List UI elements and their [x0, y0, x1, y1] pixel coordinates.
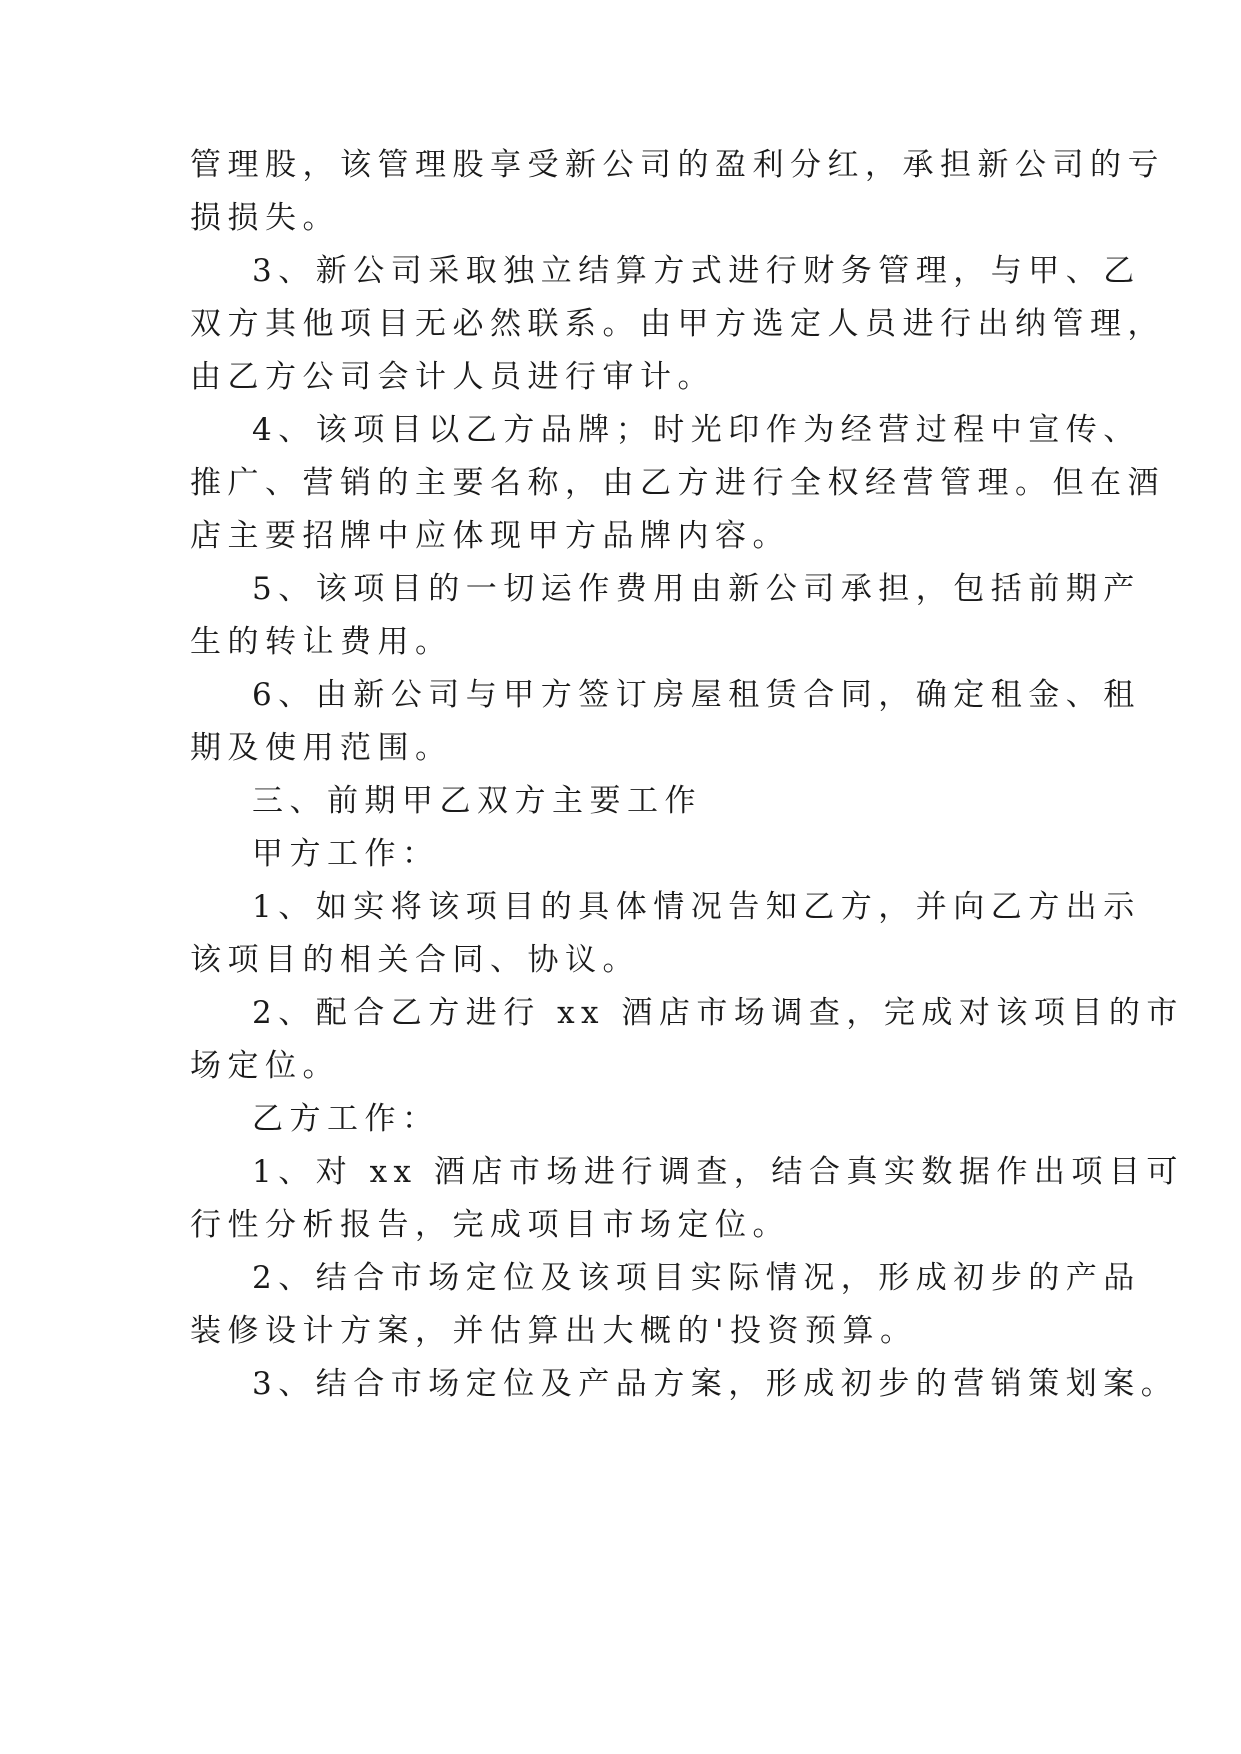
paragraph-line: 1、对 xx 酒店市场进行调查，结合真实数据作出项目可	[252, 1154, 1184, 1190]
text-line: 生的转让费用。	[190, 624, 453, 660]
text-line: 损损失。	[190, 200, 340, 236]
text-line: 由乙方公司会计人员进行审计。	[190, 359, 715, 395]
paragraph-line: 2、结合市场定位及该项目实际情况，形成初步的产品	[252, 1260, 1141, 1296]
text-line: 管理股，该管理股享受新公司的盈利分红，承担新公司的亏	[190, 147, 1165, 183]
text-line: 装修设计方案，并估算出大概的'投资预算。	[190, 1313, 918, 1349]
text-line: 场定位。	[190, 1048, 340, 1084]
text-line: 行性分析报告，完成项目市场定位。	[190, 1207, 790, 1243]
paragraph-line: 2、配合乙方进行 xx 酒店市场调查，完成对该项目的市	[252, 995, 1184, 1031]
paragraph-line: 6、由新公司与甲方签订房屋租赁合同，确定租金、租	[252, 677, 1141, 713]
text-line: 该项目的相关合同、协议。	[190, 942, 640, 978]
subheading: 乙方工作：	[252, 1101, 440, 1137]
paragraph-line: 1、如实将该项目的具体情况告知乙方，并向乙方出示	[252, 889, 1141, 925]
text-line: 双方其他项目无必然联系。由甲方选定人员进行出纳管理，	[190, 306, 1165, 342]
text-line: 期及使用范围。	[190, 730, 453, 766]
paragraph-line: 5、该项目的一切运作费用由新公司承担，包括前期产	[252, 571, 1141, 607]
paragraph-line: 3、新公司采取独立结算方式进行财务管理，与甲、乙	[252, 253, 1141, 289]
paragraph-line: 4、该项目以乙方品牌；时光印作为经营过程中宣传、	[252, 412, 1141, 448]
subheading: 甲方工作：	[252, 836, 440, 872]
text-line: 推广、营销的主要名称，由乙方进行全权经营管理。但在酒	[190, 465, 1165, 501]
text-line: 店主要招牌中应体现甲方品牌内容。	[190, 518, 790, 554]
paragraph-line: 3、结合市场定位及产品方案，形成初步的营销策划案。	[252, 1366, 1179, 1402]
section-heading: 三、前期甲乙双方主要工作	[252, 783, 702, 819]
